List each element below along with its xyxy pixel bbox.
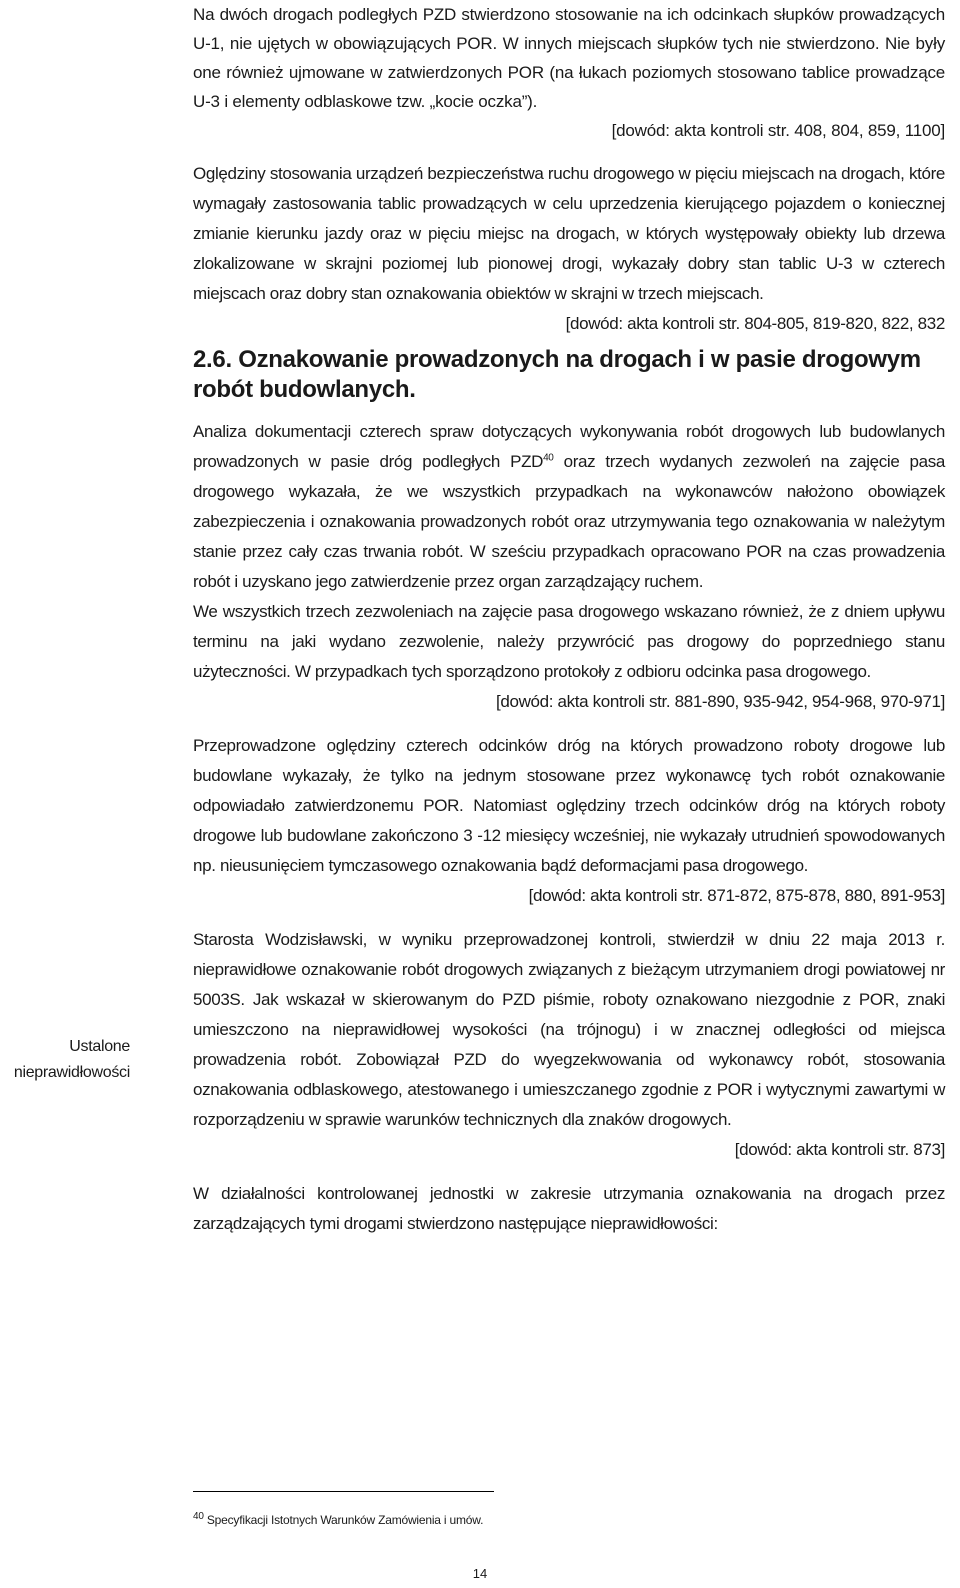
footnote-text: Specyfikacji Istotnych Warunków Zamówienia i umów. bbox=[203, 1513, 484, 1527]
page-number: 14 bbox=[472, 1566, 488, 1581]
inspection-paragraph: Oględziny stosowania urządzeń bezpieczeństwa ruchu drogowego w pięciu miejscach na drogach, które wymagały zastosowania tablic prowadzących w celu uprzedzenia kierującego pojazdem o koniecznej zmianie kierunku jazdy oraz w pięciu miejsc na drogach, w których występowały obiekty lub drzewa zlokalizowane w skrajni poziomej lub pionowej drogi, wykazały dobry stan tablic U-3 w czterech miejscach oraz dobry stan oznakowania obiektów w skrajni w trzech miejscach. bbox=[193, 164, 945, 303]
analysis-text: Analiza dokumentacji czterech spraw dotyczących wykonywania robót drogowych lub budowlanych prowadzonych w pasie dróg podległych PZD bbox=[193, 422, 945, 471]
analysis-text-continued: oraz trzech wydanych zezwoleń na zajęcie pasa drogowego wykazała, że we wszystkich przypadkach na wykonawców nałożono obowiązek zabezpieczenia i oznakowania prowadzonych robót oraz utrzymywania tego oznakowania w należytym stanie przez cały czas trwania robót. W sześciu przypadkach opracowano POR na czas prowadzenia robót i uzyskano jego zatwierdzenie przez organ zarządzający ruchem. bbox=[193, 452, 946, 591]
main-column bbox=[193, 0, 945, 1239]
footnote-reference[interactable]: 40 bbox=[543, 452, 554, 464]
evidence-reference: [dowód: akta kontroli str. 871-872, 875-878, 880, 891-953] bbox=[528, 886, 945, 905]
findings-intro-paragraph: W działalności kontrolowanej jednostki w zakresie utrzymania oznakowania na drogach przez zarządzających tymi drogami stwierdzono następujące nieprawidłowości: bbox=[193, 1184, 945, 1233]
section-number: 2.6. bbox=[193, 346, 232, 373]
evidence-reference: [dowód: akta kontroli str. 873] bbox=[734, 1140, 945, 1159]
intro-paragraph: Na dwóch drogach podległych PZD stwierdzono stosowanie na ich odcinkach słupków prowadzących U-1, nie ujętych w obowiązujących POR. W innych miejscach słupków tych nie stwierdzono. Nie były one również ujmowane w zatwierdzonych POR (na łukach poziomych stosowano tablice prowadzące U-3 i elementy odblaskowe tzw. „kocie oczka”). bbox=[193, 5, 945, 111]
margin-note-line: Ustalone bbox=[69, 1038, 130, 1055]
intro-block bbox=[193, 0, 945, 145]
evidence-reference: [dowód: akta kontroli str. 804-805, 819-820, 822, 832 bbox=[565, 314, 945, 333]
margin-note bbox=[0, 1034, 130, 1086]
footnote-divider bbox=[193, 1491, 494, 1492]
permits-paragraph: We wszystkich trzech zezwoleniach na zajęcie pasa drogowego wskazano również, że z dniem upływu terminu na jaki wydano zezwolenie, należy przywrócić pas drogowy do poprzedniego stanu użyteczności. W przypadkach tych sporządzono protokoły z odbioru odcinka pasa drogowego. bbox=[193, 602, 945, 681]
evidence-reference: [dowód: akta kontroli str. 408, 804, 859, 1100] bbox=[611, 121, 945, 140]
evidence-reference: [dowód: akta kontroli str. 881-890, 935-942, 954-968, 970-971] bbox=[496, 692, 945, 711]
starosta-paragraph: Starosta Wodzisławski, w wyniku przeprowadzonej kontroli, stwierdził w dniu 22 maja 2013 r. nieprawidłowe oznakowanie robót drogowych związanych z bieżącym utrzymaniem drogi powiatowej nr 5003S. Jak wskazał w skierowanym do PZD piśmie, roboty oznakowano niezgodnie z POR, znaki umieszczono na nieprawidłowej wysokości (na trójnogu) i w znacznej odległości od miejsca prowadzenia robót. Zobowiązał PZD do wyegzekwowania od wykonawcy robót, stosowania oznakowania odblaskowego, atestowanego i umieszczanego zgodnie z POR i wytycznymi zawartymi w rozporządzeniu w sprawie warunków technicznych dla znaków drogowych. bbox=[193, 930, 945, 1129]
footnote bbox=[193, 1512, 483, 1528]
margin-note-line: nieprawidłowości bbox=[13, 1064, 130, 1081]
site-inspection-paragraph: Przeprowadzone oględziny czterech odcinków dróg na których prowadzono roboty drogowe lub budowlane wykazały, że tylko na jednym stosowane przez wykonawcę tych robót oznakowanie odpowiadało zatwierdzonemu POR. Natomiast oględziny trzech odcinków dróg na których roboty drogowe lub budowlane zakończono 3 -12 miesięcy wcześniej, nie wykazały utrudnień spowodowanych np. nieusunięciem tymczasowego oznakowania bądź deformacjami pasa drogowego. bbox=[193, 736, 945, 875]
section-title: Oznakowanie prowadzonych na drogach i w pasie drogowym robót budowlanych. bbox=[193, 346, 921, 403]
section-heading bbox=[193, 345, 945, 405]
footnote-number: 40 bbox=[193, 1511, 204, 1522]
analysis-paragraph bbox=[193, 417, 945, 597]
